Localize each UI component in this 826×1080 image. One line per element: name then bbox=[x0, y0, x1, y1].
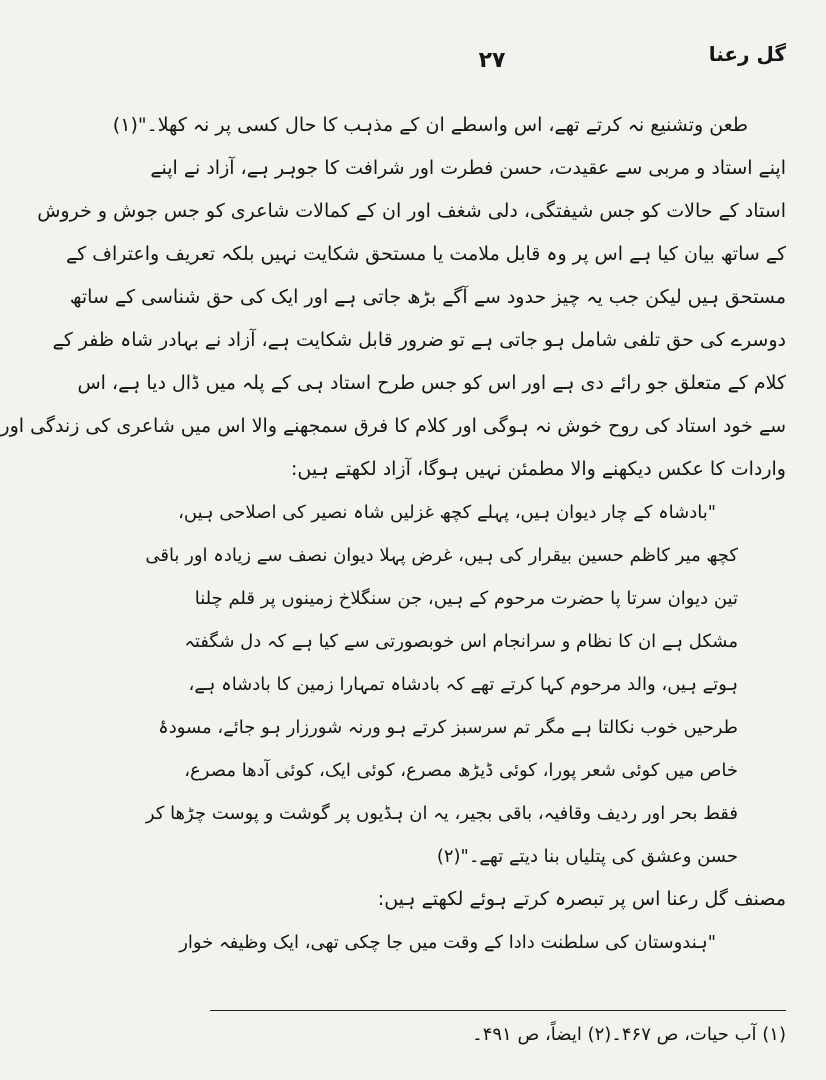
page-header bbox=[198, 34, 786, 74]
text-line: مستحق ہیں لیکن جب یہ چیز حدود سے آگے بڑھ جاتی ہے اور ایک کی حق شناسی کے ساتھ bbox=[69, 286, 786, 308]
quote-line: "ہندوستان کی سلطنت دادا کے وقت میں جا چکی تھی، ایک وظیفہ خوار bbox=[179, 932, 716, 953]
text-line: کے ساتھ بیان کیا ہے اس پر وہ قابل ملامت یا مستحق شکایت نہیں بلکہ تعریف واعتراف کے bbox=[66, 243, 786, 265]
text-line: کلام کے متعلق جو رائے دی ہے اور اس کو جس طرح استاد ہی کے پلہ میں ڈال دیا ہے، اس bbox=[77, 372, 786, 394]
quote-line: خاص میں کوئی شعر پورا، کوئی ڈیڑھ مصرع، کوئی ایک، کوئی آدھا مصرع، bbox=[184, 760, 738, 781]
block-quote-2 bbox=[179, 921, 738, 964]
text-line: اپنے استاد و مربی سے عقیدت، حسن فطرت اور شرافت کا جوہر ہے، آزاد نے اپنے bbox=[150, 157, 786, 179]
quote-line: طرحیں خوب نکالتا ہے مگر تم سرسبز کرتے ہو ورنہ شورزار ہو جائے، مسودۂ bbox=[158, 717, 738, 738]
text-line: استاد کے حالات کو جس شیفتگی، دلی شغف اور ان کے کمالات شاعری کو جس جوش و خروش bbox=[37, 200, 786, 222]
quote-line: حسن وعشق کی پتلیاں بنا دیتے تھے۔"(۲) bbox=[436, 846, 738, 867]
footnote-divider bbox=[210, 1010, 786, 1011]
quote-line: فقط بحر اور ردیف وقافیہ، باقی بجیر، یہ ان ہڈیوں پر گوشت و پوست چڑھا کر bbox=[145, 803, 738, 824]
quote-line: تین دیوان سرتا پا حضرت مرحوم کے ہیں، جن سنگلاخ زمینوں پر قلم چلنا bbox=[194, 588, 738, 609]
running-title: گل رعنا bbox=[708, 42, 786, 66]
quote-line: کچھ میر کاظم حسین بیقرار کی ہیں، غرض پہلا دیوان نصف سے زیادہ اور باقی bbox=[145, 545, 738, 566]
intro-line: مصنف گل رعنا اس پر تبصرہ کرتے ہوئے لکھتے ہیں: bbox=[377, 888, 786, 910]
text-line: سے خود استاد کی روح خوش نہ ہوگی اور کلام کا فرق سمجھنے والا اس میں شاعری کی زندگی اور bbox=[0, 415, 786, 437]
block-quote-1 bbox=[145, 491, 738, 878]
text-line: طعن وتشنیع نہ کرتے تھے، اس واسطے ان کے مذہب کا حال کسی پر نہ کھلا۔"(۱) bbox=[112, 114, 748, 136]
text-line: واردات کا عکس دیکھنے والا مطمئن نہیں ہوگا، آزاد لکھتے ہیں: bbox=[290, 458, 786, 480]
text-line: دوسرے کی حق تلفی شامل ہو جاتی ہے تو ضرور قابل شکایت ہے، آزاد نے بہادر شاہ ظفر کے bbox=[52, 329, 786, 351]
footnote: (۱) آب حیات، ص ۴۶۷۔(۲) ایضاً، ص ۴۹۱۔ bbox=[472, 1024, 786, 1045]
main-text bbox=[0, 104, 786, 964]
page-number: ۲۷ bbox=[478, 48, 506, 73]
quote-line: مشکل ہے ان کا نظام و سرانجام اس خوبصورتی سے کیا ہے کہ دل شگفتہ bbox=[184, 631, 738, 652]
quote-line: ہوتے ہیں، والد مرحوم کہا کرتے تھے کہ بادشاہ تمہارا زمین کا بادشاہ ہے، bbox=[188, 674, 738, 695]
quote-line: "بادشاہ کے چار دیوان ہیں، پہلے کچھ غزلیں شاہ نصیر کی اصلاحی ہیں، bbox=[178, 502, 716, 523]
